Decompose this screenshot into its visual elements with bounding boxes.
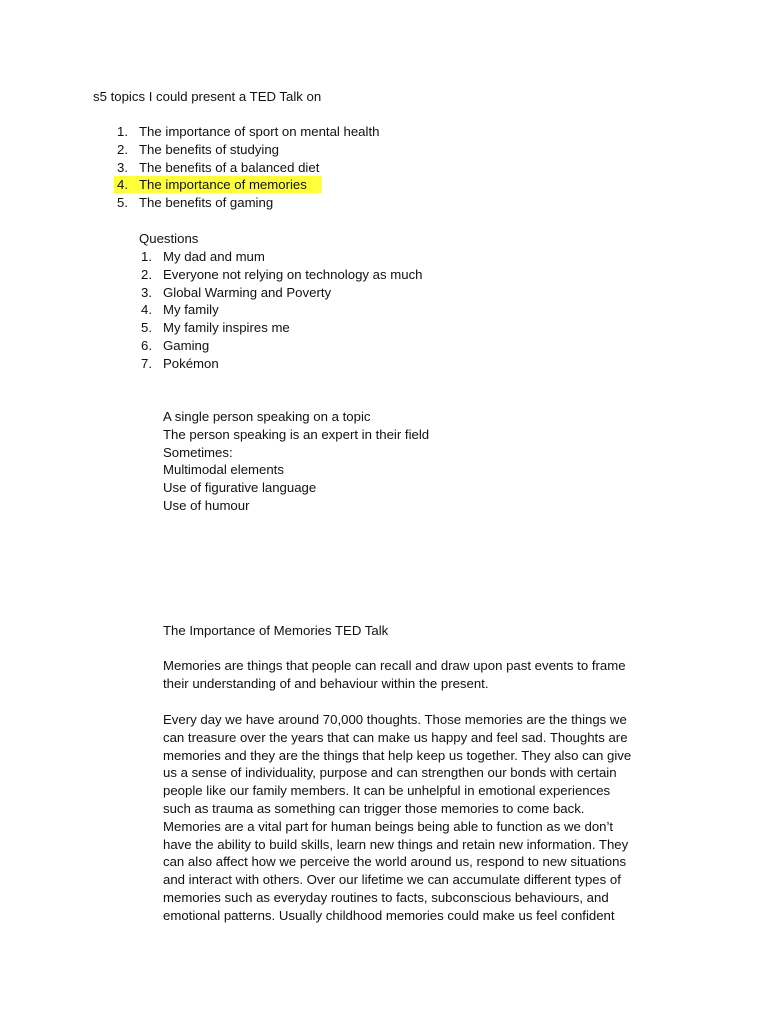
list-number: 6.	[141, 337, 152, 353]
ted-talk-notes	[163, 408, 429, 515]
list-text: The benefits of studying	[139, 141, 280, 157]
list-number: 5.	[141, 320, 152, 336]
list-number: 5.	[117, 195, 128, 211]
list-text: Global Warming and Poverty	[163, 284, 332, 300]
list-number: 3.	[117, 159, 128, 175]
paragraph-line: memories and they are the things that help keep us together. They also can give	[163, 747, 632, 763]
paragraph-body	[163, 711, 683, 925]
paragraph-line: such as trauma as something can trigger those memories to come back.	[163, 800, 585, 816]
list-text: My family inspires me	[163, 320, 290, 336]
note-line: Sometimes:	[163, 444, 233, 460]
paragraph-line: have the ability to build skills, learn new things and retain new information. They	[163, 836, 629, 852]
paragraph-line: can treasure over the years that can make us happy and feel sad. Thoughts are	[163, 729, 628, 745]
paragraph-line: Memories are a vital part for human beings being able to function as we don’t	[163, 818, 614, 834]
list-number: 4.	[117, 177, 128, 193]
paragraph-line: people like our family members. It can be unhelpful in emotional experiences	[163, 783, 611, 799]
paragraph-line: Memories are things that people can recall and draw upon past events to frame	[163, 658, 626, 673]
note-line: Use of figurative language	[163, 480, 317, 496]
note-line: Multimodal elements	[163, 462, 284, 478]
document-heading: s5 topics I could present a TED Talk on	[93, 89, 322, 104]
paragraph-line: memories such as everyday routines to facts, subconscious behaviours, and	[163, 889, 609, 905]
list-number: 7.	[141, 355, 152, 371]
list-number: 2.	[117, 141, 128, 157]
list-text: My dad and mum	[163, 249, 265, 264]
list-number: 2.	[141, 266, 152, 282]
list-text: The benefits of gaming	[139, 195, 274, 211]
note-line: A single person speaking on a topic	[163, 409, 371, 424]
questions-label: Questions	[139, 231, 199, 246]
list-text: Gaming	[163, 337, 210, 353]
paragraph-line: emotional patterns. Usually childhood memories could make us feel confident	[163, 907, 615, 923]
paragraph-line: and interact with others. Over our lifetime we can accumulate different types of	[163, 872, 621, 888]
list-number: 4.	[141, 302, 152, 318]
list-text: The importance of sport on mental health	[139, 124, 380, 139]
note-line: Use of humour	[163, 497, 250, 513]
paragraph-line: their understanding of and behaviour within the present.	[163, 675, 489, 691]
paragraph-line: us a sense of individuality, purpose and can strengthen our bonds with certain	[163, 765, 617, 781]
paragraph-intro	[163, 657, 683, 693]
list-number: 1.	[117, 124, 128, 139]
paragraph-line: Every day we have around 70,000 thoughts. Those memories are the things we	[163, 712, 627, 727]
list-text: The benefits of a balanced diet	[139, 159, 320, 175]
list-text: The importance of memories	[139, 177, 307, 193]
list-text: My family	[163, 302, 219, 318]
paragraph-line: can also affect how we perceive the world around us, respond to new situations	[163, 854, 627, 870]
talk-title: The Importance of Memories TED Talk	[163, 623, 389, 638]
list-text: Pokémon	[163, 355, 219, 371]
list-number: 3.	[141, 284, 152, 300]
list-text: Everyone not relying on technology as much	[163, 266, 423, 282]
list-number: 1.	[141, 249, 152, 264]
note-line: The person speaking is an expert in their field	[163, 426, 430, 442]
